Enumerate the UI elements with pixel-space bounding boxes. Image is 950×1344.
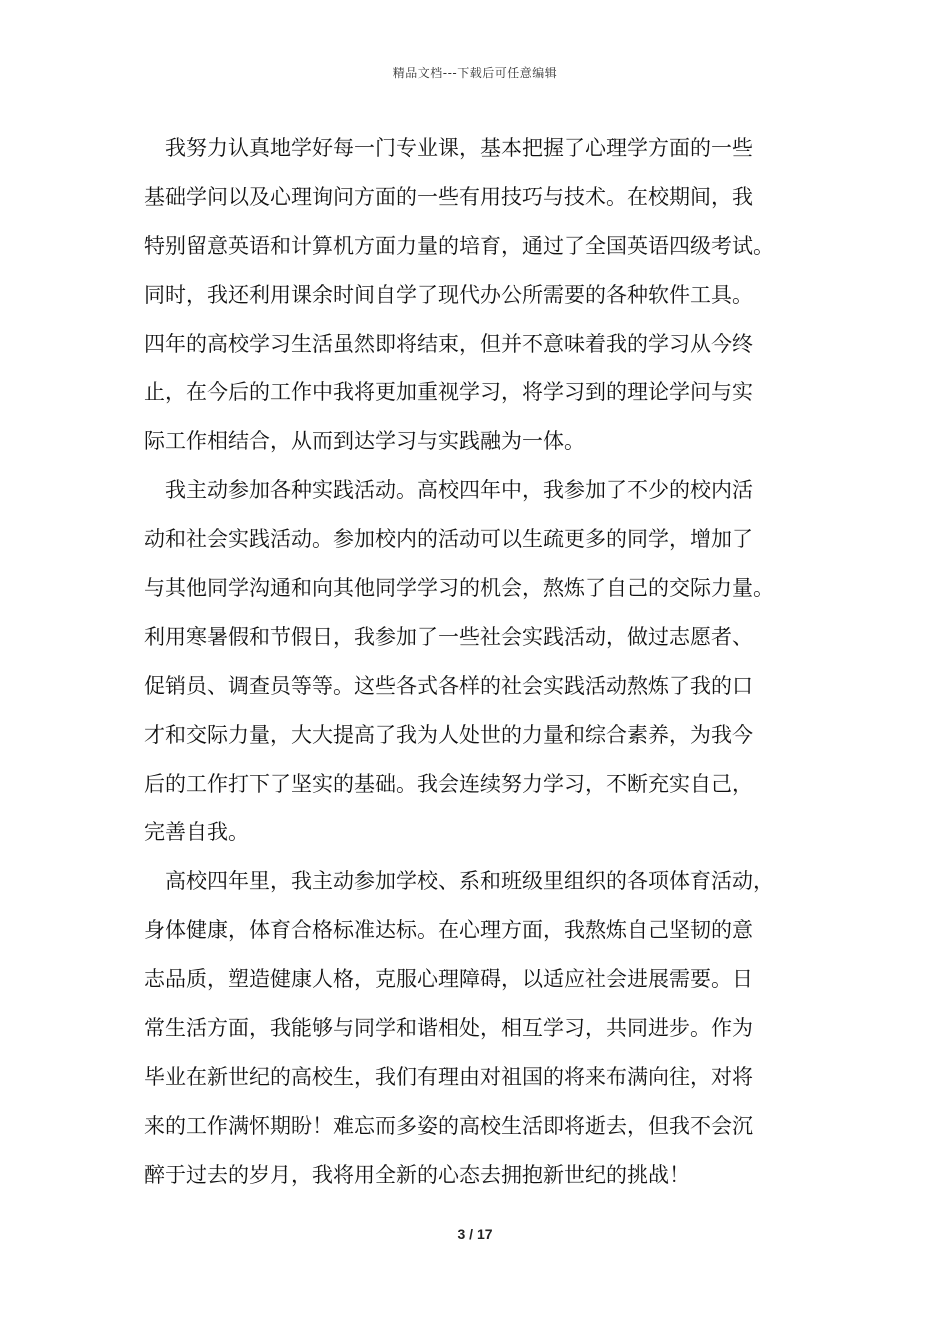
text-line: 与其他同学沟通和向其他同学学习的机会，熬炼了自己的交际力量。 <box>144 576 774 601</box>
text-line: 身体健康，体育合格标准达标。在心理方面，我熬炼自己坚韧的意 <box>144 918 753 943</box>
text-line: 特别留意英语和计算机方面力量的培育，通过了全国英语四级考试。 <box>144 233 774 258</box>
text-line: 毕业在新世纪的高校生，我们有理由对祖国的将来布满向往，对将 <box>144 1064 753 1089</box>
page-header: 精品文档---下载后可任意编辑 <box>392 66 558 80</box>
text-line: 止，在今后的工作中我将更加重视学习，将学习到的理论学问与实 <box>144 380 753 405</box>
text-line: 利用寒暑假和节假日，我参加了一些社会实践活动，做过志愿者、 <box>144 624 753 649</box>
text-line: 我努力认真地学好每一门专业课，基本把握了心理学方面的一些 <box>144 136 753 160</box>
text-line: 后的工作打下了坚实的基础。我会连续努力学习，不断充实自己， <box>144 771 753 796</box>
text-line: 高校四年里，我主动参加学校、系和班级里组织的各项体育活动， <box>144 869 774 894</box>
text-line: 动和社会实践活动。参加校内的活动可以生疏更多的同学，增加了 <box>144 527 753 552</box>
text-line: 四年的高校学习生活虽然即将结束，但并不意味着我的学习从今终 <box>144 331 753 356</box>
text-line: 完善自我。 <box>144 820 249 845</box>
text-line: 际工作相结合，从而到达学习与实践融为一体。 <box>144 429 585 454</box>
text-line: 我主动参加各种实践活动。高校四年中，我参加了不少的校内活 <box>144 478 753 503</box>
text-line: 同时，我还利用课余时间自学了现代办公所需要的各种软件工具。 <box>144 282 753 307</box>
text-line: 促销员、调查员等等。这些各式各样的社会实践活动熬炼了我的口 <box>144 673 753 698</box>
text-line: 志品质，塑造健康人格，克服心理障碍，以适应社会进展需要。日 <box>144 967 753 992</box>
text-line: 来的工作满怀期盼！难忘而多姿的高校生活即将逝去，但我不会沉 <box>144 1113 753 1138</box>
body-text <box>144 124 844 1200</box>
page-number: 3 / 17 <box>457 1226 493 1242</box>
text-line: 基础学问以及心理询问方面的一些有用技巧与技术。在校期间，我 <box>144 184 753 209</box>
text-line: 醉于过去的岁月，我将用全新的心态去拥抱新世纪的挑战！ <box>144 1162 690 1187</box>
text-line: 常生活方面，我能够与同学和谐相处，相互学习，共同进步。作为 <box>144 1016 753 1041</box>
text-line: 才和交际力量，大大提高了我为人处世的力量和综合素养，为我今 <box>144 722 753 747</box>
